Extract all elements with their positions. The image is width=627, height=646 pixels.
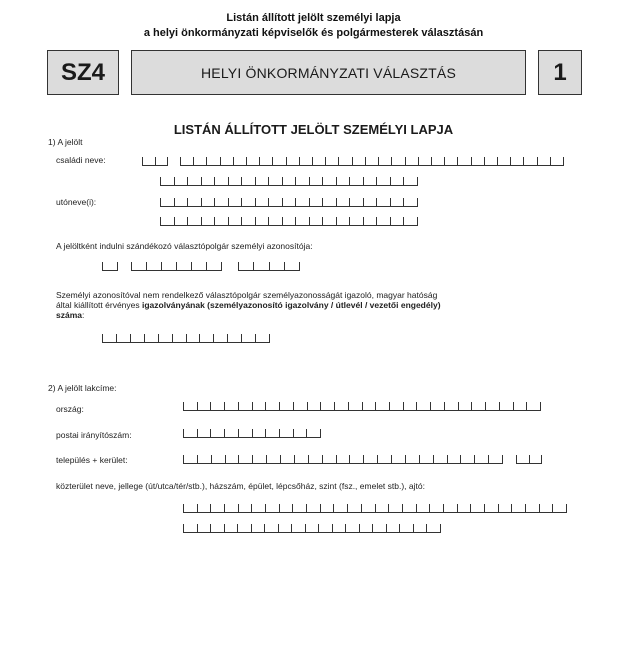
form-subtitle: LISTÁN ÁLLÍTOTT JELÖLT SZEMÉLYI LAPJA bbox=[173, 122, 454, 137]
given-names-field-row1[interactable] bbox=[160, 199, 418, 207]
form-title-box bbox=[131, 50, 526, 95]
form-code-box bbox=[47, 50, 119, 95]
district-field[interactable] bbox=[516, 456, 542, 464]
family-name-label: családi neve: bbox=[56, 155, 106, 165]
given-names-label: utóneve(i): bbox=[56, 197, 97, 207]
personal-id-label: A jelöltként indulni szándékozó választópolgár személyi azonosítója: bbox=[56, 241, 313, 251]
postal-code-field[interactable] bbox=[183, 430, 321, 438]
section2-heading: 2) A jelölt lakcíme: bbox=[48, 383, 117, 393]
country-label: ország: bbox=[56, 404, 84, 414]
settlement-field[interactable] bbox=[183, 456, 503, 464]
form-title: HELYI ÖNKORMÁNYZATI VÁLASZTÁS bbox=[201, 64, 456, 81]
street-address-field-row2[interactable] bbox=[183, 525, 441, 533]
country-field[interactable] bbox=[183, 403, 541, 411]
id-document-text-line3 bbox=[56, 310, 596, 320]
header-title-line2: a helyi önkormányzati képviselők és polgármesterek választásán bbox=[143, 27, 484, 39]
street-address-field-row1[interactable] bbox=[183, 505, 567, 513]
street-address-label: közterület neve, jellege (út/utca/tér/stb.), házszám, épület, lépcsőház, szint (fsz., emelet stb.), ajtó: bbox=[56, 481, 425, 491]
family-name-field-row1[interactable] bbox=[180, 158, 564, 166]
id-document-text-line2-plain: által kiállított érvényes bbox=[56, 300, 142, 310]
id-document-text-line2 bbox=[56, 300, 596, 310]
id-document-text-line2-bold: igazolványának (személyazonosító igazolvány / útlevél / vezetői engedély) bbox=[141, 300, 441, 310]
id-document-text-line3-plain: : bbox=[82, 310, 85, 320]
header-title-line1: Listán állított jelölt személyi lapja bbox=[226, 12, 401, 24]
personal-id-field-part3[interactable] bbox=[238, 263, 300, 271]
settlement-label: település + kerület: bbox=[56, 455, 128, 465]
personal-id-field-part1[interactable] bbox=[102, 263, 118, 271]
section1-heading: 1) A jelölt bbox=[48, 137, 83, 147]
id-document-text bbox=[56, 290, 596, 320]
page-number-box bbox=[538, 50, 582, 95]
personal-id-field-part2[interactable] bbox=[131, 263, 222, 271]
id-document-text-line1: Személyi azonosítóval nem rendelkező választópolgár személyazonosságát igazoló, magyar hatóság bbox=[56, 290, 438, 300]
id-document-text-line3-bold: száma bbox=[56, 310, 82, 320]
form-code: SZ4 bbox=[60, 58, 105, 86]
family-name-prefix-field[interactable] bbox=[142, 158, 168, 166]
postal-code-label: postai irányítószám: bbox=[56, 430, 132, 440]
family-name-field-row2[interactable] bbox=[160, 178, 418, 186]
page-number: 1 bbox=[553, 58, 567, 86]
given-names-field-row2[interactable] bbox=[160, 218, 418, 226]
id-document-number-field[interactable] bbox=[102, 335, 270, 343]
